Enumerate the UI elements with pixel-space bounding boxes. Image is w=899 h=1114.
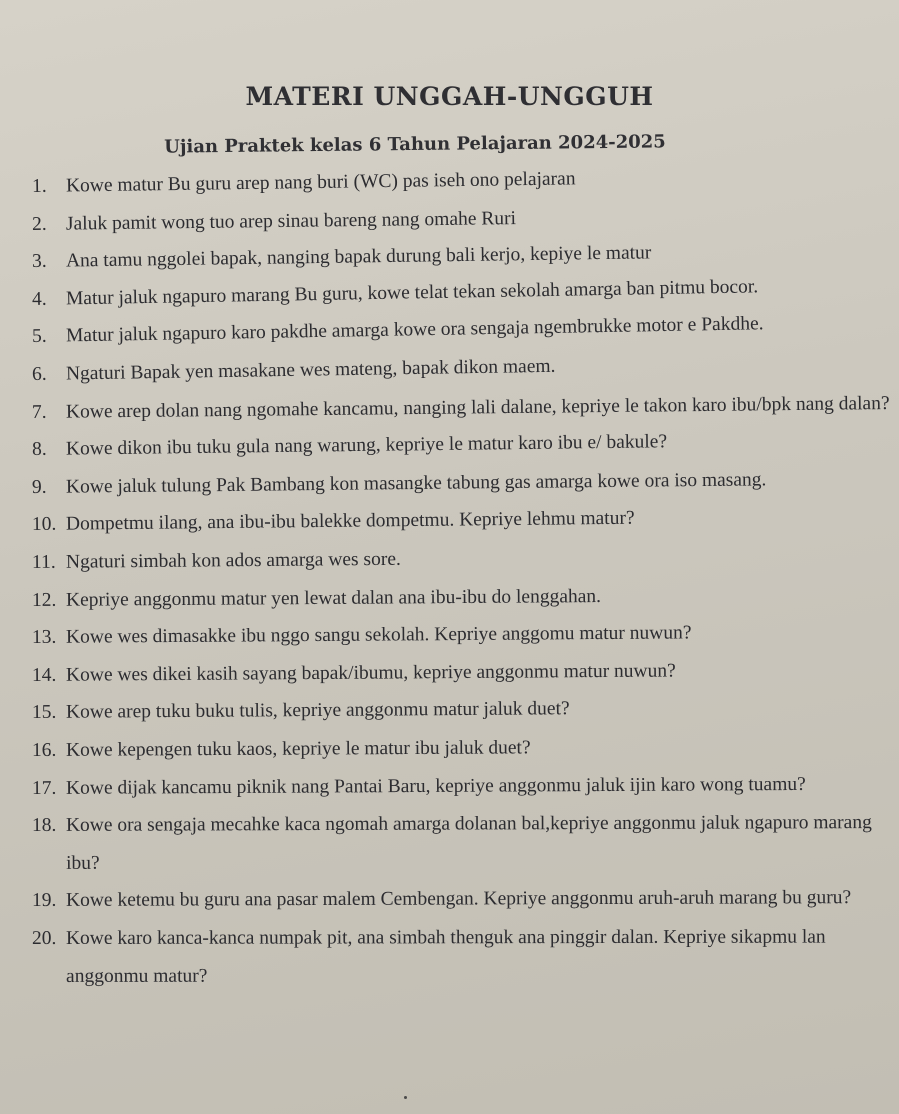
question-number: 17. bbox=[31, 777, 57, 799]
question-text: Kowe dikon ibu tuku gula nang warung, kepriye le matur karo ibu e/ bakule? bbox=[65, 431, 668, 460]
question-text: Ngaturi simbah kon ados amarga wes sore. bbox=[65, 548, 401, 573]
page-subtitle: Ujian Praktek kelas 6 Tahun Pelajaran 2024-2025 bbox=[164, 131, 666, 158]
question-text: Ana tamu nggolei bapak, nanging bapak durung bali kerjo, kepiye le matur bbox=[65, 242, 652, 272]
question-text: Kowe wes dimasakke ibu nggo sangu sekolah. Kepriye anggomu matur nuwun? bbox=[65, 622, 692, 648]
question-text: Jaluk pamit wong tuo arep sinau bareng nang omahe Ruri bbox=[65, 207, 517, 235]
question-item bbox=[32, 804, 890, 882]
question-number: 18. bbox=[31, 815, 57, 837]
question-text: Kowe matur Bu guru arep nang buri (WC) pas iseh ono pelajaran bbox=[65, 168, 576, 197]
question-number: 9. bbox=[31, 476, 47, 498]
question-number: 5. bbox=[31, 326, 47, 348]
question-text: Dompetmu ilang, ana ibu-ibu balekke dompetmu. Kepriye lehmu matur? bbox=[65, 508, 635, 535]
question-text: Matur jaluk ngapuro marang Bu guru, kowe telat tekan sekolah amarga ban pitmu bocor. bbox=[65, 276, 759, 310]
paper-speck bbox=[404, 1096, 407, 1099]
question-number: 15. bbox=[31, 702, 57, 724]
question-item bbox=[32, 651, 890, 695]
question-list bbox=[32, 168, 890, 995]
question-number: 16. bbox=[31, 739, 57, 761]
question-text: Kowe dijak kancamu piknik nang Pantai Baru, kepriye anggonmu jaluk ijin karo wong tuamu? bbox=[65, 773, 806, 799]
question-text: Kowe wes dikei kasih sayang bapak/ibumu, kepriye anggonmu matur nuwun? bbox=[65, 660, 676, 686]
question-item bbox=[32, 727, 890, 769]
question-number: 7. bbox=[31, 401, 47, 423]
question-text: Kepriye anggonmu matur yen lewat dalan ana ibu-ibu do lenggahan. bbox=[65, 585, 602, 611]
page-title: MATERI UNGGAH-UNGGUH bbox=[245, 82, 654, 111]
question-item bbox=[32, 879, 890, 920]
question-number: 11. bbox=[31, 551, 56, 573]
question-number: 19. bbox=[31, 890, 57, 912]
question-text: Kowe jaluk tulung Pak Bambang kon masangke tabung gas amarga kowe ora iso masang. bbox=[65, 469, 767, 498]
question-text: Kowe karo kanca-kanca numpak pit, ana simbah thenguk ana pinggir dalan. Kepriye sikapmu lan anggonmu matur? bbox=[65, 926, 826, 987]
question-number: 4. bbox=[31, 288, 47, 310]
question-text: Kowe arep dolan nang ngomahe kancamu, nanging lali dalane, kepriye le takon karo ibu/bpk nang dalan? bbox=[65, 392, 890, 423]
question-item bbox=[32, 576, 890, 620]
question-item bbox=[32, 613, 890, 657]
question-text: Kowe arep tuku buku tulis, kepriye anggonmu matur jaluk duet? bbox=[65, 698, 570, 724]
question-number: 2. bbox=[31, 213, 47, 235]
question-number: 6. bbox=[31, 363, 47, 385]
question-text: Matur jaluk ngapuro karo pakdhe amarga kowe ora sengaja ngembrukke motor e Pakdhe. bbox=[65, 313, 764, 347]
question-number: 14. bbox=[31, 664, 57, 686]
question-text: Kowe kepengen tuku kaos, kepriye le matur ibu jaluk duet? bbox=[65, 737, 531, 761]
question-number: 8. bbox=[31, 438, 47, 461]
question-number: 20. bbox=[31, 927, 57, 949]
question-item bbox=[32, 765, 890, 807]
question-number: 13. bbox=[31, 626, 57, 649]
question-number: 10. bbox=[31, 514, 57, 536]
question-text: Kowe ketemu bu guru ana pasar malem Cembengan. Kepriye anggonmu aruh-aruh marang bu guru? bbox=[65, 887, 852, 912]
question-number: 1. bbox=[31, 175, 47, 197]
question-item bbox=[32, 918, 890, 995]
question-number: 3. bbox=[31, 250, 47, 273]
question-item bbox=[32, 536, 890, 581]
question-text: Ngaturi Bapak yen masakane wes mateng, bapak dikon maem. bbox=[65, 355, 556, 385]
question-item bbox=[32, 688, 890, 732]
question-text: Kowe ora sengaja mecahke kaca ngomah amarga dolanan bal,kepriye anggonmu jaluk ngapuro marang ibu? bbox=[65, 812, 872, 874]
question-number: 12. bbox=[31, 589, 57, 611]
